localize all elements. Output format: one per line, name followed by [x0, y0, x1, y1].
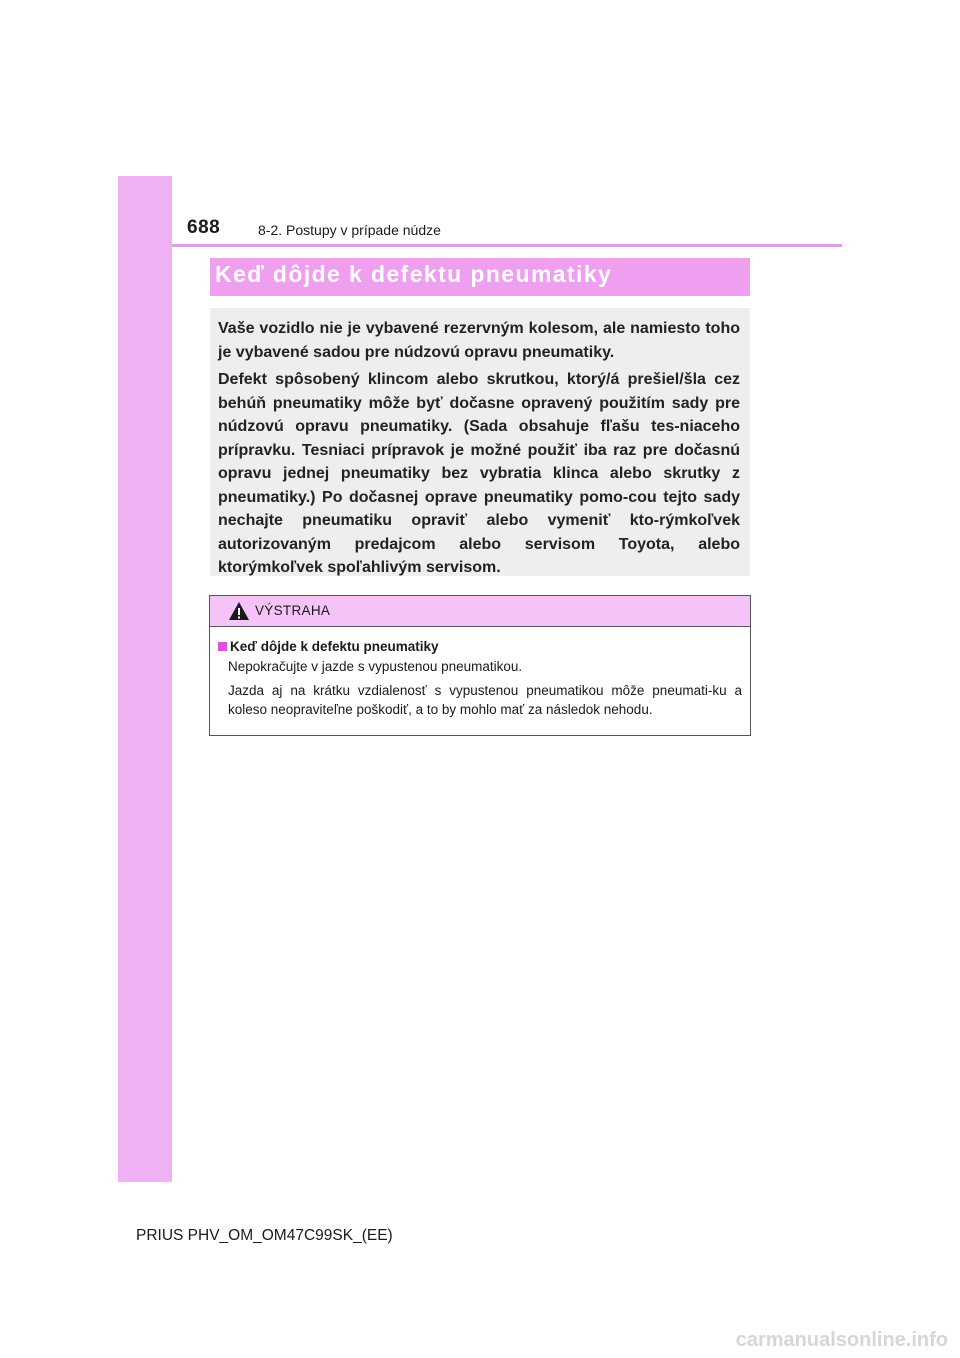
side-tab-bar	[118, 176, 172, 1182]
intro-paragraph-2: Defekt spôsobený klincom alebo skrutkou, ktorý/á prešiel/šla cez behúň pneumatiky môže byť dočasne opravený použitím sady pre núdzovú opravu pneumatiky. (Sada obsahuje fľašu tes-niaceho prípravku. Tesniaci prípravok je možné použiť iba raz pre dočasnú opravu jednej pneumatiky bez vybratia klinca alebo skrutky z pneumatiky.) Po dočasnej oprave pneumatiky pomo-cou tejto sady nechajte pneumatiku opraviť alebo vymeniť kto-rýmkoľvek autorizovaným predajcom alebo servisom Toyota, alebo ktorýmkoľvek spoľahlivým servisom.	[218, 371, 740, 576]
warning-label: VÝSTRAHA	[255, 603, 331, 618]
warning-subtitle: Keď dôjde k defektu pneumatiky	[230, 639, 439, 654]
warning-box	[209, 595, 751, 736]
section-title: 8-2. Postupy v prípade núdze	[258, 222, 441, 238]
warning-text-2: Jazda aj na krátku vzdialenosť s vypustenou pneumatikou môže pneumati-ku a koleso neopraviteľne poškodiť, a to by mohlo mať za následok nehodu.	[228, 683, 742, 717]
warning-triangle-icon	[228, 601, 250, 621]
page-title: Keď dôjde k defektu pneumatiky	[215, 261, 613, 287]
warning-header	[210, 596, 750, 627]
bullet-square-icon	[218, 642, 227, 651]
warning-text-1: Nepokračujte v jazde s vypustenou pneumatikou.	[228, 659, 523, 674]
page-number: 688	[187, 217, 221, 238]
intro-box	[210, 308, 750, 576]
watermark-text: carmanualsonline.info	[735, 1329, 948, 1351]
intro-paragraph-1: Vaše vozidlo nie je vybavené rezervným kolesom, ale namiesto toho je vybavené sadou pre núdzovú opravu pneumatiky.	[218, 320, 740, 361]
watermark-logo	[610, 1326, 950, 1352]
document-code: PRIUS PHV_OM_OM47C99SK_(EE)	[136, 1227, 393, 1244]
header-divider	[172, 244, 842, 247]
